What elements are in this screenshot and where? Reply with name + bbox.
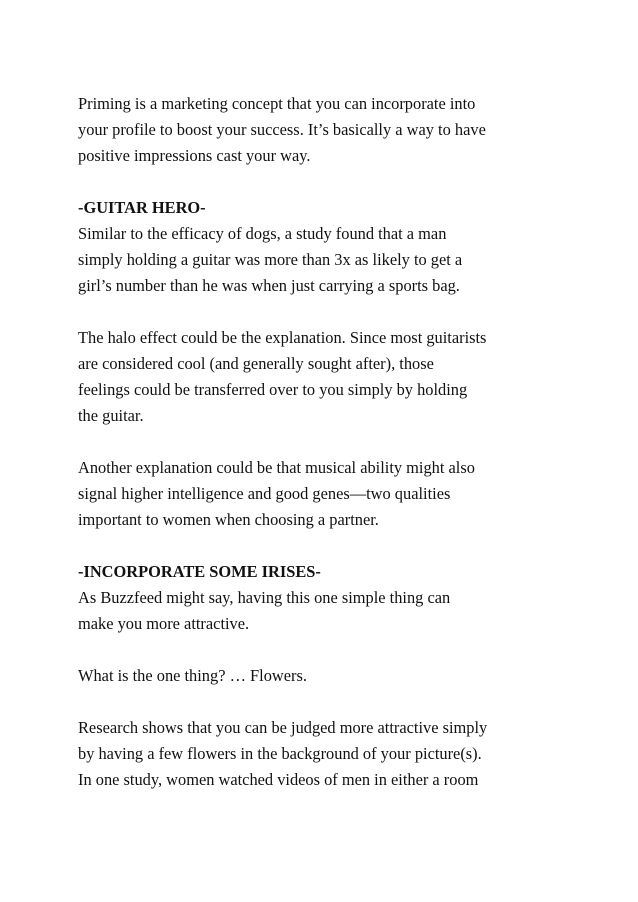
- paragraph-halo-effect: [78, 325, 578, 429]
- section-heading-guitar-hero: -GUITAR HERO-: [78, 198, 206, 217]
- body-text: [78, 91, 578, 793]
- text-line: girl’s number than he was when just carrying a sports bag.: [78, 276, 460, 295]
- text-line: In one study, women watched videos of men in either a room: [78, 770, 479, 789]
- paragraph-research: [78, 715, 578, 793]
- text-line: are considered cool (and generally sought after), those: [78, 354, 434, 373]
- paragraph-intro: [78, 91, 578, 169]
- text-line: by having a few flowers in the background of your picture(s).: [78, 744, 482, 763]
- text-line: What is the one thing? … Flowers.: [78, 666, 307, 685]
- text-line: positive impressions cast your way.: [78, 146, 311, 165]
- paragraph-spacer: [78, 637, 578, 663]
- text-line: your profile to boost your success. It’s basically a way to have: [78, 120, 486, 139]
- section-heading-irises: -INCORPORATE SOME IRISES-: [78, 562, 321, 581]
- paragraph-spacer: [78, 689, 578, 715]
- paragraph-one-thing: [78, 663, 578, 689]
- text-line: Research shows that you can be judged more attractive simply: [78, 718, 488, 737]
- section-incorporate-irises: [78, 559, 578, 637]
- text-line: important to women when choosing a partner.: [78, 510, 379, 529]
- text-line: make you more attractive.: [78, 614, 250, 633]
- text-line: Priming is a marketing concept that you can incorporate into: [78, 94, 476, 113]
- text-line: the guitar.: [78, 406, 144, 425]
- paragraph-spacer: [78, 169, 578, 195]
- section-guitar-hero: [78, 195, 578, 299]
- text-line: The halo effect could be the explanation. Since most guitarists: [78, 328, 487, 347]
- text-line: As Buzzfeed might say, having this one simple thing can: [78, 588, 451, 607]
- text-line: Another explanation could be that musical ability might also: [78, 458, 475, 477]
- paragraph-spacer: [78, 299, 578, 325]
- paragraph-musical-ability: [78, 455, 578, 533]
- text-line: Similar to the efficacy of dogs, a study found that a man: [78, 224, 447, 243]
- text-line: feelings could be transferred over to you simply by holding: [78, 380, 468, 399]
- paragraph-spacer: [78, 533, 578, 559]
- paragraph-spacer: [78, 429, 578, 455]
- text-line: simply holding a guitar was more than 3x as likely to get a: [78, 250, 463, 269]
- text-line: signal higher intelligence and good genes—two qualities: [78, 484, 451, 503]
